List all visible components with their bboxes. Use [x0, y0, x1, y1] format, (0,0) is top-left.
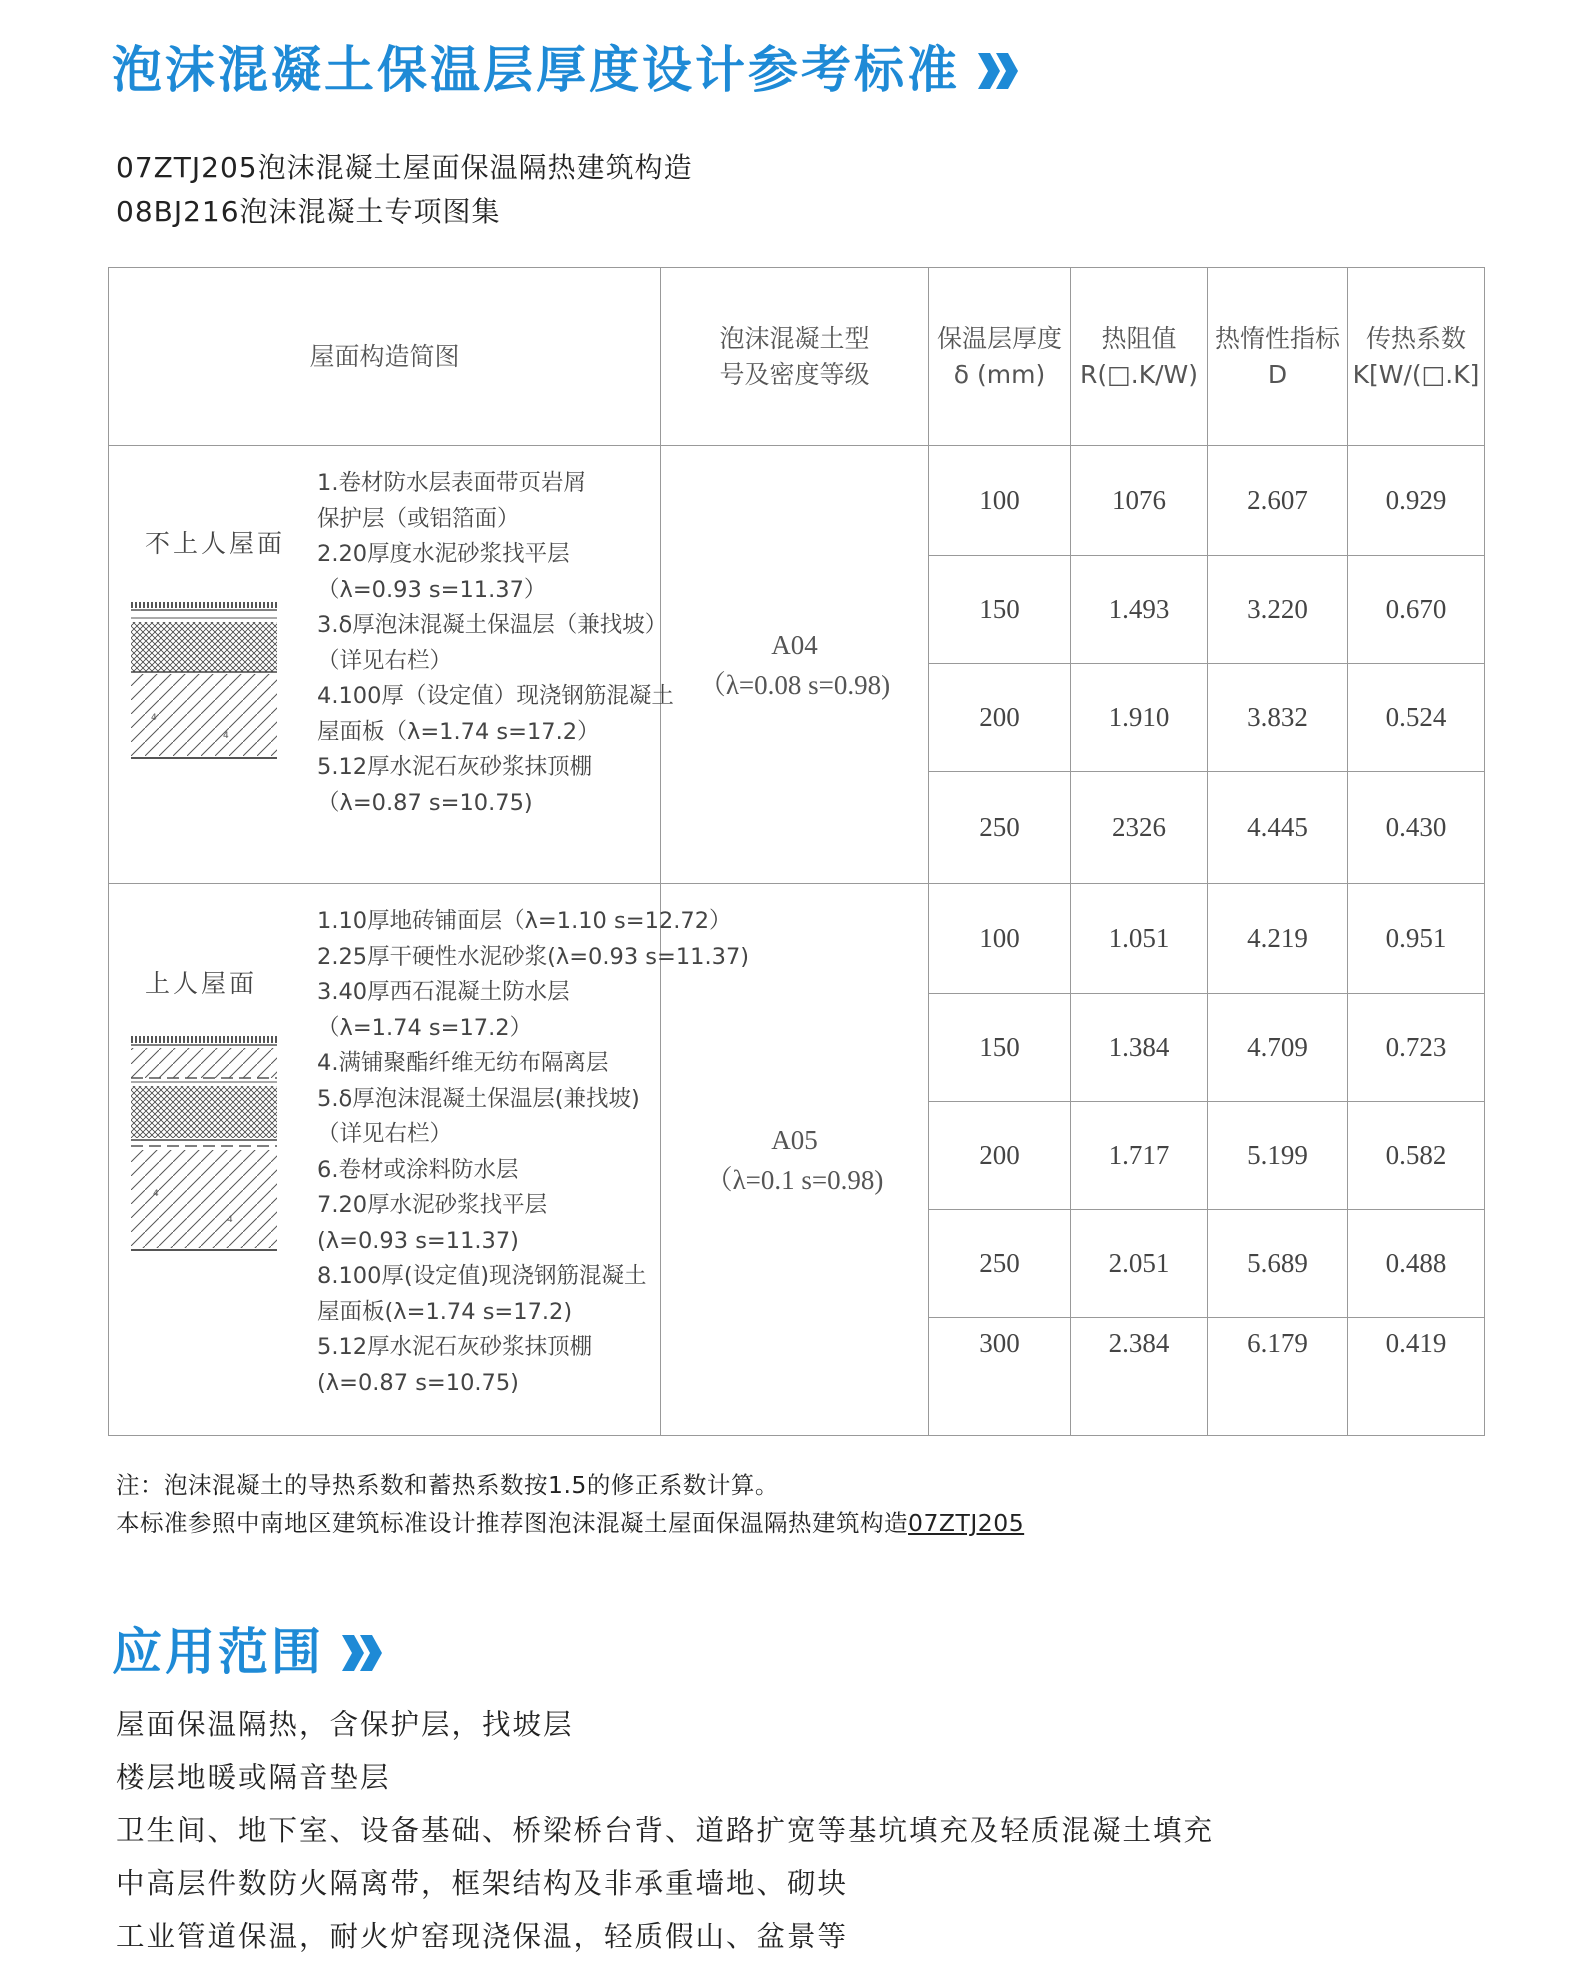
- resistance-cell: 1.384: [1071, 994, 1208, 1102]
- svg-text:4: 4: [223, 731, 229, 741]
- layer-item: 4.满铺聚酯纤维无纺布隔离层: [317, 1050, 609, 1076]
- layer-item: 屋面板(λ=1.74 s=17.2): [317, 1298, 573, 1325]
- standard-code: 07ZTJ205: [908, 1509, 1025, 1537]
- resistance-cell: 1.493: [1071, 556, 1208, 664]
- layer-item: 保护层（或铝箔面）: [317, 505, 520, 532]
- layer-item: 2.20厚度水泥砂浆找平层: [317, 541, 570, 567]
- resistance-cell: 2.051: [1071, 1210, 1208, 1318]
- page-title: 泡沫混凝土保温层厚度设计参考标准: [112, 38, 1020, 106]
- thickness-cell: 100: [929, 884, 1071, 994]
- thickness-cell: 300: [929, 1318, 1071, 1436]
- model-cell: A04 （λ=0.08 s=0.98): [661, 446, 929, 884]
- reference-standards: [116, 146, 693, 234]
- thickness-cell: 250: [929, 772, 1071, 884]
- coef-cell: 0.929: [1348, 446, 1485, 556]
- application-item: 工业管道保温，耐火炉窑现浇保温，轻质假山、盆景等: [116, 1920, 849, 1953]
- thickness-cell: 150: [929, 994, 1071, 1102]
- thickness-spec-table: [108, 267, 1485, 1436]
- application-item: 屋面保温隔热，含保护层，找坡层: [116, 1708, 574, 1741]
- application-item: 楼层地暖或隔音垫层: [116, 1761, 391, 1794]
- header-coef: 传热系数 K[W/(□.K]: [1348, 268, 1485, 446]
- header-resistance: 热阻值 R(□.K/W): [1071, 268, 1208, 446]
- inertia-cell: 5.689: [1208, 1210, 1348, 1318]
- layer-item: 5.δ厚泡沫混凝土保温层(兼找坡): [317, 1085, 640, 1112]
- layer-item: 2.25厚干硬性水泥砂浆(λ=0.93 s=11.37): [317, 943, 750, 970]
- inertia-cell: 5.199: [1208, 1102, 1348, 1210]
- coef-cell: 0.430: [1348, 772, 1485, 884]
- header-inertia: 热惰性指标 D: [1208, 268, 1348, 446]
- thickness-cell: 200: [929, 664, 1071, 772]
- resistance-cell: 1.051: [1071, 884, 1208, 994]
- application-item: 卫生间、地下室、设备基础、桥梁桥台背、道路扩宽等基坑填充及轻质混凝土填充: [116, 1814, 1215, 1847]
- resistance-cell: 1076: [1071, 446, 1208, 556]
- layer-item: （λ=0.87 s=10.75): [317, 789, 533, 816]
- reference-line: 08BJ216泡沫混凝土专项图集: [116, 195, 501, 228]
- thickness-cell: 150: [929, 556, 1071, 664]
- layer-item: 1.10厚地砖铺面层（λ=1.10 s=12.72）: [317, 908, 732, 934]
- layer-item: 6.卷材或涂料防水层: [317, 1156, 519, 1183]
- layer-item: (λ=0.93 s=11.37): [317, 1227, 519, 1254]
- layer-item: 3.40厚西石混凝土防水层: [317, 979, 570, 1005]
- table-header-row: [109, 268, 1485, 446]
- layer-item: (λ=0.87 s=10.75): [317, 1369, 519, 1396]
- thickness-cell: 250: [929, 1210, 1071, 1318]
- coef-cell: 0.582: [1348, 1102, 1485, 1210]
- layer-item: 屋面板（λ=1.74 s=17.2）: [317, 718, 600, 745]
- layer-list: [317, 904, 749, 1401]
- inertia-cell: 4.445: [1208, 772, 1348, 884]
- inertia-cell: 2.607: [1208, 446, 1348, 556]
- coef-cell: 0.670: [1348, 556, 1485, 664]
- layer-item: 4.100厚（设定值）现浇钢筋混凝土: [317, 683, 674, 709]
- layer-item: （详见右栏）: [317, 1121, 453, 1147]
- inertia-cell: 3.220: [1208, 556, 1348, 664]
- layer-item: （λ=1.74 s=17.2）: [317, 1014, 533, 1041]
- applications-heading: 应用范围: [112, 1620, 384, 1688]
- layer-item: 1.卷材防水层表面带页岩屑: [317, 470, 586, 496]
- coef-cell: 0.488: [1348, 1210, 1485, 1318]
- resistance-cell: 2326: [1071, 772, 1208, 884]
- roof-diagram-cell: [109, 884, 750, 1436]
- header-diagram: 屋面构造简图: [109, 268, 661, 446]
- layer-item: 3.δ厚泡沫混凝土保温层（兼找坡）: [317, 612, 668, 638]
- table-row: [109, 884, 1485, 994]
- inertia-cell: 6.179: [1208, 1318, 1348, 1436]
- notes: [116, 1466, 1024, 1542]
- note-line: 本标准参照中南地区建筑标准设计推荐图泡沫混凝土屋面保温隔热建筑构造07ZTJ205: [116, 1509, 1025, 1537]
- resistance-cell: 1.910: [1071, 664, 1208, 772]
- roof-section-drawing: [131, 1036, 283, 1262]
- roof-label: 上人屋面: [145, 969, 258, 998]
- applications-list: [116, 1698, 1214, 1963]
- resistance-cell: 1.717: [1071, 1102, 1208, 1210]
- inertia-cell: 3.832: [1208, 664, 1348, 772]
- reference-line: 07ZTJ205泡沫混凝土屋面保温隔热建筑构造: [116, 151, 693, 184]
- coef-cell: 0.723: [1348, 994, 1485, 1102]
- svg-text:4: 4: [153, 1189, 159, 1199]
- svg-text:4: 4: [227, 1215, 233, 1225]
- header-model: 泡沫混凝土型 号及密度等级: [661, 268, 929, 446]
- inertia-cell: 4.219: [1208, 884, 1348, 994]
- coef-cell: 0.951: [1348, 884, 1485, 994]
- layer-item: （详见右栏）: [317, 647, 453, 674]
- roof-label: 不上人屋面: [145, 529, 286, 558]
- model-cell: A05 （λ=0.1 s=0.98): [661, 884, 929, 1436]
- layer-item: 8.100厚(设定值)现浇钢筋混凝土: [317, 1263, 647, 1289]
- note-line: 注：泡沫混凝土的导热系数和蓄热系数按1.5的修正系数计算。: [116, 1471, 779, 1499]
- layer-item: （λ=0.93 s=11.37）: [317, 576, 547, 603]
- double-chevron-right-icon: [340, 1624, 384, 1688]
- header-thickness: 保温层厚度 δ (mm): [929, 268, 1071, 446]
- svg-text:4: 4: [151, 713, 157, 723]
- inertia-cell: 4.709: [1208, 994, 1348, 1102]
- coef-cell: 0.524: [1348, 664, 1485, 772]
- roof-diagram-cell: [109, 446, 674, 884]
- thickness-cell: 200: [929, 1102, 1071, 1210]
- roof-section-drawing: [131, 602, 283, 771]
- layer-item: 5.12厚水泥石灰砂浆抹顶棚: [317, 754, 593, 780]
- table-row: [109, 446, 1485, 556]
- application-item: 中高层件数防火隔离带，框架结构及非承重墙地、砌块: [116, 1867, 849, 1900]
- resistance-cell: 2.384: [1071, 1318, 1208, 1436]
- layer-list: [317, 466, 674, 821]
- double-chevron-right-icon: [976, 42, 1020, 106]
- layer-item: 5.12厚水泥石灰砂浆抹顶棚: [317, 1334, 593, 1360]
- layer-item: 7.20厚水泥砂浆找平层: [317, 1192, 548, 1218]
- coef-cell: 0.419: [1348, 1318, 1485, 1436]
- thickness-cell: 100: [929, 446, 1071, 556]
